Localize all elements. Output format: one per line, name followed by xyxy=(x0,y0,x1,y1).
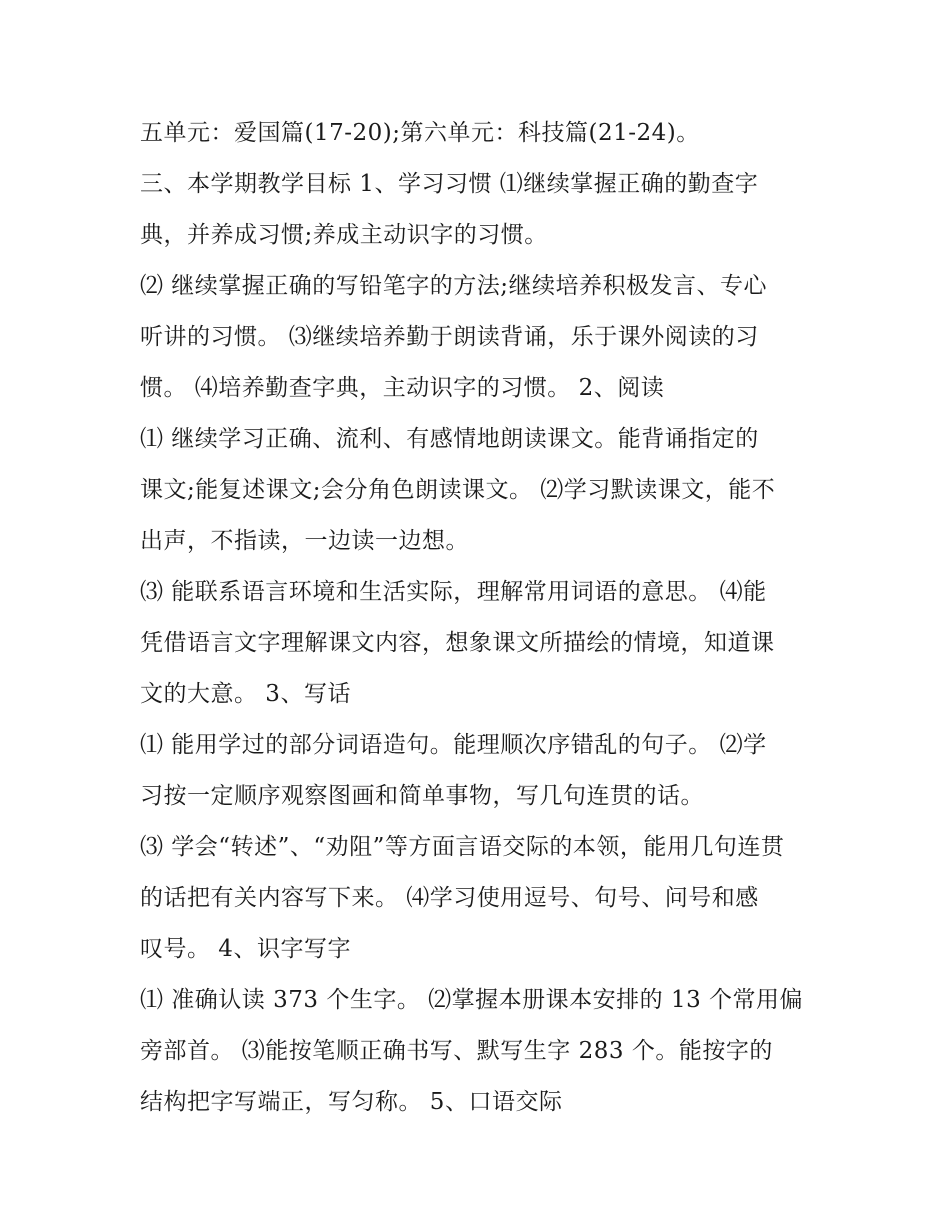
text-line: 典，并养成习惯;养成主动识字的习惯。 xyxy=(140,222,548,248)
text-line: 文的大意。 3、写话 xyxy=(140,681,351,707)
text-line: 课文;能复述课文;会分角色朗读课文。 ⑵学习默读课文，能不 xyxy=(140,477,776,503)
text-line: 习按一定顺序观察图画和简单事物，写几句连贯的话。 xyxy=(140,783,704,809)
text-line: ⑴ 继续学习正确、流利、有感情地朗读课文。能背诵指定的 xyxy=(140,426,759,452)
text-line: 叹号。 4、识字写字 xyxy=(140,936,351,962)
text-line: ⑶ 能联系语言环境和生活实际，理解常用词语的意思。 ⑷能 xyxy=(140,579,767,605)
text-line: 的话把有关内容写下来。 ⑷学习使用逗号、句号、问号和感 xyxy=(140,885,759,911)
text-line: 出声，不指读，一边读一边想。 xyxy=(140,528,469,554)
text-line: ⑴ 能用学过的部分词语造句。能理顺次序错乱的句子。 ⑵学 xyxy=(140,732,767,758)
text-line: 惯。 ⑷培养勤查字典，主动识字的习惯。 2、阅读 xyxy=(140,375,665,401)
text-line: ⑵ 继续掌握正确的写铅笔字的方法;继续培养积极发言、专心 xyxy=(140,273,768,299)
text-line: 三、本学期教学目标 1、学习习惯 ⑴继续掌握正确的勤查字 xyxy=(140,171,759,197)
text-line: 五单元：爱国篇(17-20);第六单元：科技篇(21-24)。 xyxy=(140,120,700,146)
text-line: 听讲的习惯。 ⑶继续培养勤于朗读背诵，乐于课外阅读的习 xyxy=(140,324,759,350)
text-line: 旁部首。 ⑶能按笔顺正确书写、默写生字 283 个。能按字的 xyxy=(140,1038,773,1064)
text-line: ⑴ 准确认读 373 个生字。 ⑵掌握本册课本安排的 13 个常用偏 xyxy=(140,987,804,1013)
document-body xyxy=(140,108,840,1128)
text-line: ⑶ 学会“转述”、“劝阻”等方面言语交际的本领，能用几句连贯 xyxy=(140,834,785,860)
text-line: 凭借语言文字理解课文内容，想象课文所描绘的情境，知道课 xyxy=(140,630,775,656)
text-line: 结构把字写端正，写匀称。 5、口语交际 xyxy=(140,1089,563,1115)
